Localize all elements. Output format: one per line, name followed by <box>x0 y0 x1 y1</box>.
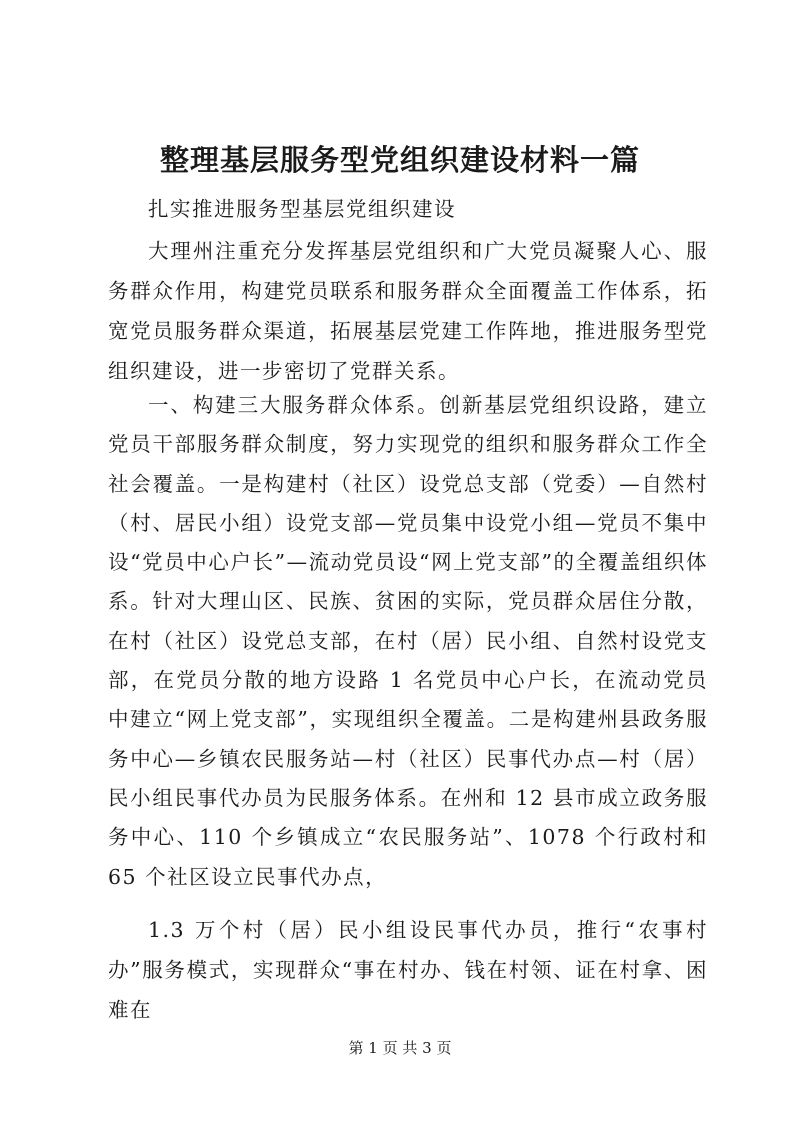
document-title: 整理基层服务型党组织建设材料一篇 <box>159 143 640 177</box>
paragraph-service-systems: 一、构建三大服务群众体系。创新基层党组织设路，建立党员干部服务群众制度，努力实现党的组织和服务群众工作全社会覆盖。一是构建村（社区）设党总支部（党委）—自然村（村、居民小组）设党支部—党员集中设党小组—党员不集中设“党员中心户长”—流动党员设“网上党支部”的全覆盖组织体系。针对大理山区、民族、贫困的实际，党员群众居住分散，在村（社区）设党总支部，在村（居）民小组、自然村设党支部，在党员分散的地方设路 1 名党员中心户长，在流动党员中建立“网上党支部”，实现组织全覆盖。二是构建州县政务服务中心—乡镇农民服务站—村（社区）民事代办点—村（居）民小组民事代办员为民服务体系。在州和 12 县市成立政务服务中心、110 个乡镇成立“农民服务站”、1078 个行政村和 65 个社区设立民事代办点， <box>108 393 708 889</box>
paragraph-continued: 1.3 万个村（居）民小组设民事代办员，推行“农事村办”服务模式，实现群众“事在村办、钱在村领、证在村拿、困难在 <box>108 918 708 1022</box>
paragraph-intro: 大理州注重充分发挥基层党组织和广大党员凝聚人心、服务群众作用，构建党员联系和服务群众全面覆盖工作体系，拓宽党员服务群众渠道，拓展基层党建工作阵地，推进服务型党组织建设，进一步密切了党群关系。 <box>108 239 708 383</box>
page-footer: 第 1 页 共 3 页 <box>348 1039 452 1057</box>
document-subtitle: 扎实推进服务型基层党组织建设 <box>148 197 456 221</box>
